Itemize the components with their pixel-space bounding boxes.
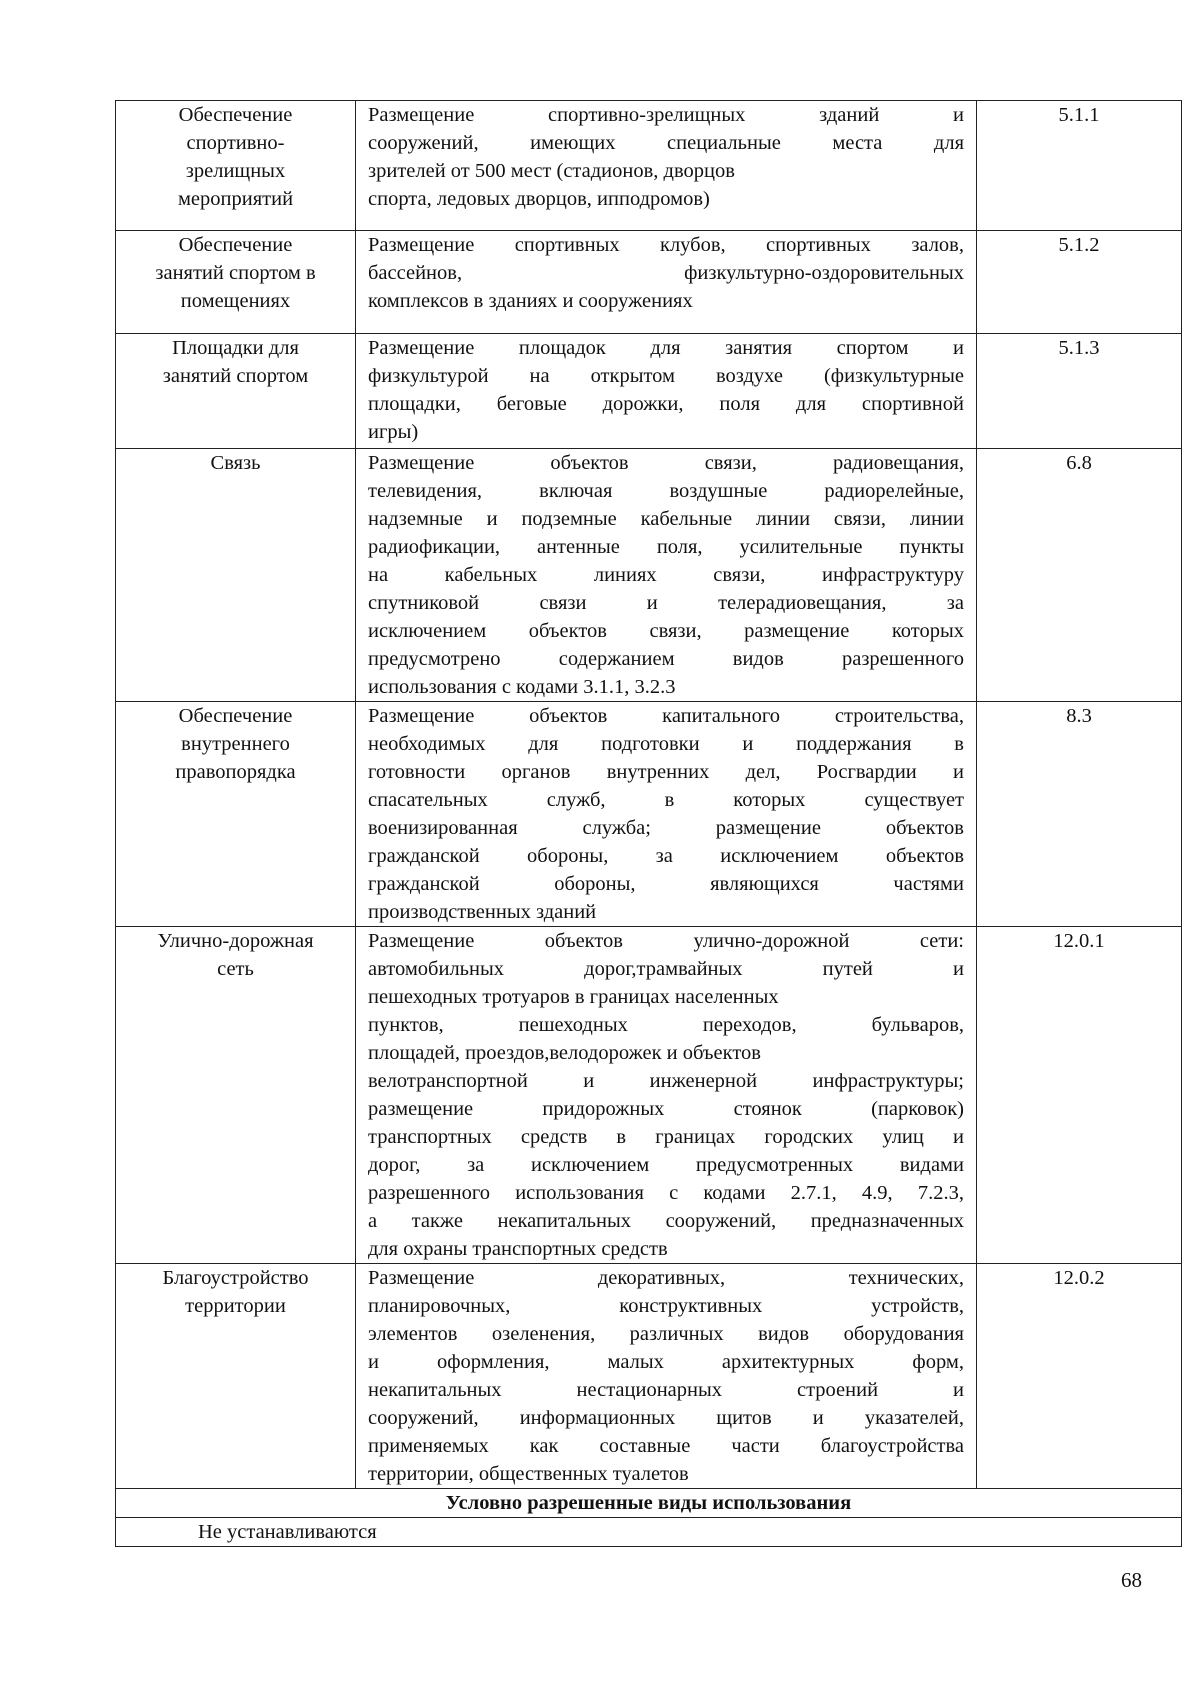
- use-type-name: [116, 231, 356, 334]
- use-type-code: 5.1.1: [977, 101, 1182, 231]
- description-line: спутниковой связи и телерадиовещания, за: [368, 592, 964, 614]
- description-line: применяемых как составные части благоустройства: [368, 1435, 964, 1457]
- use-type-code: 12.0.2: [977, 1264, 1182, 1489]
- use-type-name-line: Обеспечение: [178, 234, 293, 256]
- use-type-name-line: Благоустройство: [162, 1267, 309, 1289]
- use-type-name-line: внутреннего: [181, 733, 290, 755]
- description-line: сооружений, информационных щитов и указателей,: [368, 1407, 964, 1429]
- description-line: и оформления, малых архитектурных форм,: [368, 1351, 964, 1373]
- description-line: надземные и подземные кабельные линии связи, линии: [368, 508, 964, 530]
- description-line: автомобильных дорог,трамвайных путей и: [368, 958, 964, 980]
- description-line: необходимых для подготовки и поддержания в: [368, 733, 964, 755]
- use-type-description: [356, 334, 977, 449]
- use-type-code: 5.1.3: [977, 334, 1182, 449]
- table-body: [116, 101, 1182, 1547]
- description-line: дорог, за исключением предусмотренных видами: [368, 1154, 964, 1176]
- use-type-name-line: Обеспечение: [178, 705, 293, 727]
- section-heading: Условно разрешенные виды использования: [116, 1489, 1182, 1518]
- use-type-name-line: правопорядка: [175, 761, 296, 783]
- description-line: производственных зданий: [368, 901, 597, 923]
- description-line: площадки, беговые дорожки, поля для спортивной: [368, 393, 964, 415]
- table-row: [116, 334, 1182, 449]
- description-line: сооружений, имеющих специальные места для: [368, 132, 964, 154]
- description-line: Размещение объектов улично-дорожной сети:: [368, 930, 964, 952]
- use-type-name: [116, 449, 356, 702]
- description-line: спасательных служб, в которых существует: [368, 789, 964, 811]
- use-type-description: [356, 231, 977, 334]
- description-line: радиофикации, антенные поля, усилительные пункты: [368, 536, 964, 558]
- description-line: исключением объектов связи, размещение которых: [368, 620, 964, 642]
- description-line: территории, общественных туалетов: [368, 1463, 689, 1485]
- description-line: Размещение спортивно-зрелищных зданий и: [368, 104, 964, 126]
- description-line: размещение придорожных стоянок (парковок): [368, 1098, 964, 1120]
- use-type-name: [116, 702, 356, 927]
- use-type-name-line: сеть: [217, 958, 254, 980]
- description-line: гражданской обороны, за исключением объектов: [368, 845, 964, 867]
- description-line: а также некапитальных сооружений, предназначенных: [368, 1210, 964, 1232]
- use-type-name-line: территории: [185, 1295, 286, 1317]
- description-line: зрителей от 500 мест (стадионов, дворцов: [368, 160, 735, 182]
- description-line: военизированная служба; размещение объектов: [368, 817, 964, 839]
- use-type-description: [356, 1264, 977, 1489]
- description-line: разрешенного использования с кодами 2.7.1, 4.9, 7.2.3,: [368, 1182, 964, 1204]
- table-row: [116, 927, 1182, 1264]
- use-type-name: [116, 1264, 356, 1489]
- use-type-name-line: помещениях: [180, 290, 291, 312]
- table-row: [116, 231, 1182, 334]
- section-note-row: [116, 1518, 1182, 1547]
- description-line: Размещение спортивных клубов, спортивных залов,: [368, 234, 964, 256]
- use-type-name: [116, 101, 356, 231]
- use-type-name-line: Улично-дорожная: [157, 930, 314, 952]
- use-type-name-line: занятий спортом: [162, 365, 309, 387]
- use-type-name-line: мероприятий: [177, 188, 294, 210]
- use-type-name-line: Связь: [210, 452, 261, 474]
- use-type-name: [116, 927, 356, 1264]
- section-note: Не устанавливаются: [116, 1518, 1182, 1547]
- table-row: [116, 101, 1182, 231]
- description-line: телевидения, включая воздушные радиорелейные,: [368, 480, 964, 502]
- use-type-description: [356, 702, 977, 927]
- description-line: некапитальных нестационарных строений и: [368, 1379, 964, 1401]
- use-type-name-line: Обеспечение: [178, 104, 293, 126]
- description-line: бассейнов, физкультурно-оздоровительных: [368, 262, 964, 284]
- table-row: [116, 702, 1182, 927]
- description-line: элементов озеленения, различных видов оборудования: [368, 1323, 964, 1345]
- description-line: предусмотрено содержанием видов разрешенного: [368, 648, 964, 670]
- description-line: использования с кодами 3.1.1, 3.2.3: [368, 676, 676, 698]
- description-line: игры): [368, 421, 419, 443]
- description-line: физкультурой на открытом воздухе (физкультурные: [368, 365, 964, 387]
- use-type-code: 6.8: [977, 449, 1182, 702]
- use-type-name-line: спортивно-: [186, 132, 285, 154]
- description-line: комплексов в зданиях и сооружениях: [368, 290, 693, 312]
- use-type-name-line: занятий спортом в: [155, 262, 316, 284]
- description-line: Размещение площадок для занятия спортом и: [368, 337, 964, 359]
- table-row: [116, 1264, 1182, 1489]
- description-line: готовности органов внутренних дел, Росгвардии и: [368, 761, 964, 783]
- table-row: [116, 449, 1182, 702]
- use-type-name: [116, 334, 356, 449]
- use-type-description: [356, 449, 977, 702]
- description-line: площадей, проездов,велодорожек и объектов: [368, 1042, 761, 1064]
- description-line: транспортных средств в границах городских улиц и: [368, 1126, 964, 1148]
- description-line: Размещение объектов связи, радиовещания,: [368, 452, 964, 474]
- use-type-name-line: Площадки для: [172, 337, 299, 359]
- use-type-description: [356, 927, 977, 1264]
- description-line: пешеходных тротуаров в границах населенных: [368, 986, 779, 1008]
- page-number: 68: [1121, 1568, 1142, 1592]
- description-line: гражданской обороны, являющихся частями: [368, 873, 964, 895]
- section-heading-row: [116, 1489, 1182, 1518]
- use-type-description: [356, 101, 977, 231]
- description-line: велотранспортной и инженерной инфраструктуры;: [368, 1070, 964, 1092]
- use-type-code: 8.3: [977, 702, 1182, 927]
- land-use-table: [115, 100, 1182, 1547]
- use-type-code: 5.1.2: [977, 231, 1182, 334]
- description-line: Размещение объектов капитального строительства,: [368, 705, 964, 727]
- use-type-name-line: зрелищных: [185, 160, 286, 182]
- description-line: Размещение декоративных, технических,: [368, 1267, 964, 1289]
- description-line: пунктов, пешеходных переходов, бульваров,: [368, 1014, 964, 1036]
- description-line: на кабельных линиях связи, инфраструктуру: [368, 564, 964, 586]
- description-line: спорта, ледовых дворцов, ипподромов): [368, 188, 710, 210]
- description-line: для охраны транспортных средств: [368, 1238, 668, 1260]
- use-type-code: 12.0.1: [977, 927, 1182, 1264]
- description-line: планировочных, конструктивных устройств,: [368, 1295, 964, 1317]
